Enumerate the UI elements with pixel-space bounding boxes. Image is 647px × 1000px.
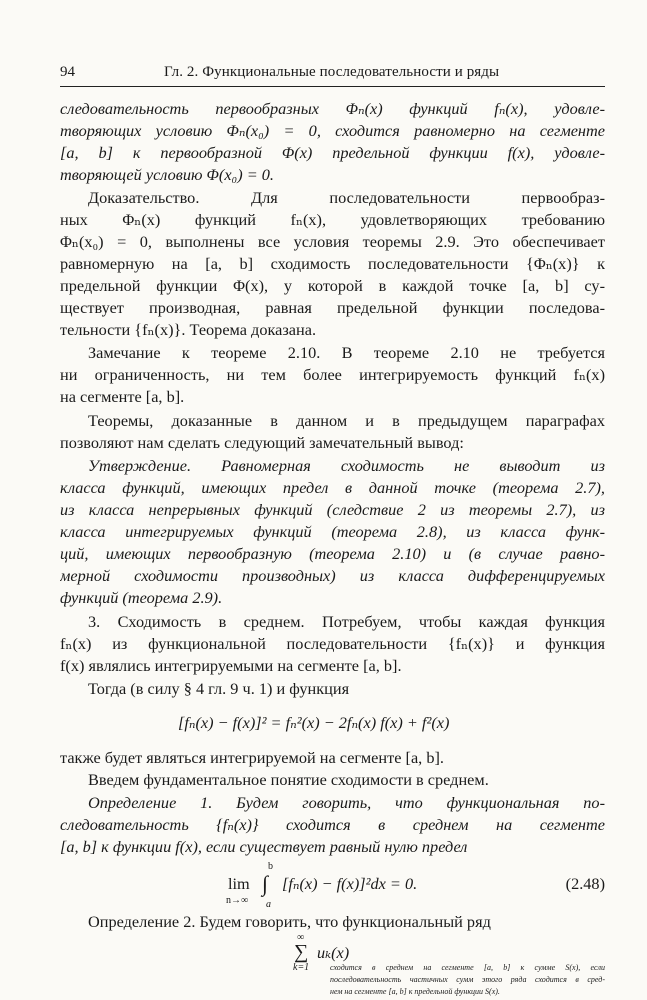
text-line: функций (теорема 2.9). [60, 588, 223, 607]
text-line: Теоремы, доказанные в данном и в предыдущем параграфах [88, 411, 605, 430]
text-line: Φₙ(x₀) = 0, выполнены все условия теоремы 2.9. Это обеспечивает [60, 232, 605, 251]
text-line: предельной функции Φ(x), у которой в каждой точке [a, b] су- [60, 276, 605, 295]
statement-line: Утверждение. Равномерная сходимость не выводит из [88, 456, 605, 475]
text-line: следовательность первообразных Φₙ(x) функций fₙ(x), удовле- [60, 99, 605, 118]
text-line: творяющих условию Φₙ(x₀) = 0, сходится равномерно на сегменте [60, 121, 605, 140]
text-line: Тогда (в силу § 4 гл. 9 ч. 1) и функция [88, 679, 350, 698]
sum-lower-limit: k=1 [293, 962, 310, 973]
sum-sign: ∑ [294, 941, 309, 963]
text-line: класса интегрируемых функций (теорема 2.8), из класса функ- [60, 522, 605, 541]
text-line: нем на сегменте [a, b] к предельной функции S(x). [330, 987, 500, 996]
series-term: uₖ(x) [317, 943, 350, 962]
text-line: также будет являться интегрируемой на сегменте [a, b]. [60, 748, 444, 767]
text-line: f(x) являлись интегрируемыми на сегменте [a, b]. [60, 656, 402, 675]
integral-upper-limit: b [268, 861, 273, 872]
text-line: мерной сходимости производных) из класса дифференцируемых [60, 566, 605, 585]
text-line: равномерную на [a, b] сходимость последовательности {Φₙ(x)} к [60, 254, 605, 273]
integral-sign: ∫ [262, 871, 269, 896]
chapter-title: Гл. 2. Функциональные последовательности и ряды [164, 64, 500, 80]
text-line: ций, имеющих первообразную (теорема 2.10) и (в случае равно- [60, 544, 605, 563]
text-line: последовательность частичных сумм этого ряда сходится в сред- [330, 975, 605, 984]
text-line: сходится в среднем на сегменте [a, b] к сумме S(x), если [330, 963, 605, 972]
lim-subscript: n→∞ [226, 895, 249, 906]
sum-upper-limit: ∞ [297, 932, 305, 943]
text-line: позволяют нам сделать следующий замечательный вывод: [60, 433, 464, 452]
text-line: ных Φₙ(x) функций fₙ(x), удовлетворяющих требованию [60, 210, 605, 229]
definition-line: Определение 1. Будем говорить, что функциональная по- [88, 793, 605, 812]
text-line: творяющей условию Φ(x₀) = 0. [60, 165, 274, 184]
text-line: на сегменте [a, b]. [60, 387, 185, 406]
text-line: класса функций, имеющих предел в данной точке (теорема 2.7), [60, 478, 605, 497]
integrand: [fₙ(x) − f(x)]²dx = 0. [282, 874, 418, 893]
text-line: Введем фундаментальное понятие сходимости в среднем. [88, 770, 489, 789]
definition-line: Определение 2. Будем говорить, что функциональный ряд [88, 912, 491, 931]
display-formula: [fₙ(x) − f(x)]² = fₙ²(x) − 2fₙ(x) f(x) + f²(x) [178, 713, 450, 732]
text-line: [a, b] к функции f(x), если существует равный нулю предел [60, 837, 468, 856]
text-line: следовательность {fₙ(x)} сходится в среднем на сегменте [60, 815, 605, 834]
equation-number: (2.48) [565, 874, 605, 893]
lim-symbol: lim [228, 874, 250, 893]
text-line: ществует производная, равная предельной функции последова- [60, 298, 605, 317]
integral-lower-limit: a [266, 899, 271, 910]
text-line: [a, b] к первообразной Φ(x) предельной функции f(x), удовле- [60, 143, 605, 162]
page-number: 94 [60, 64, 75, 80]
running-header [60, 64, 605, 87]
text-line: ни ограниченность, ни тем более интегрируемость функций fₙ(x) [60, 365, 605, 384]
text-line: из класса непрерывных функций (следствие 2 из теоремы 2.7), из [60, 500, 605, 519]
text-line: тельности {fₙ(x)}. Теорема доказана. [60, 320, 317, 339]
remark-line: Замечание к теореме 2.10. В теореме 2.10 не требуется [88, 343, 605, 362]
section-heading-line: 3. Сходимость в среднем. Потребуем, чтобы каждая функция [88, 612, 605, 631]
text-line: fₙ(x) из функциональной последовательности {fₙ(x)} и функция [60, 634, 605, 653]
proof-heading-line: Доказательство. Для последовательности первообраз- [88, 188, 605, 207]
